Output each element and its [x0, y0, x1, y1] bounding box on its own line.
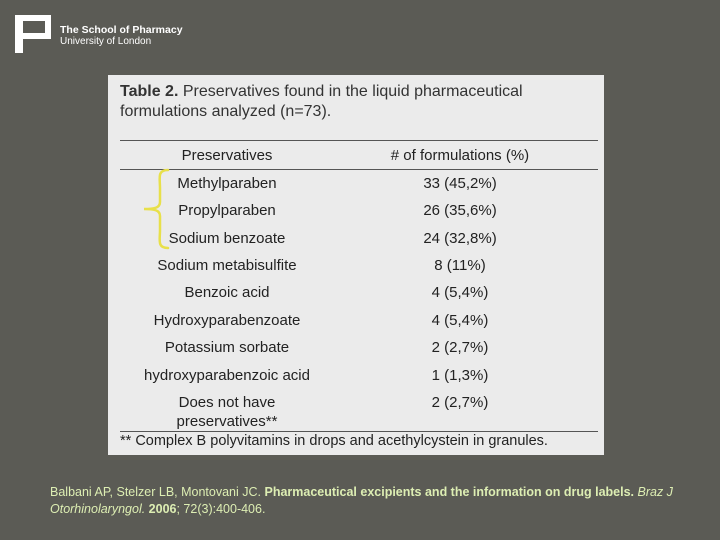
preservative-name: hydroxyparabenzoic acid: [144, 367, 310, 384]
formulation-count: 8 (11%): [434, 257, 486, 274]
bottom-rule: [120, 431, 598, 432]
table-caption-text: Preservatives found in the liquid pharmaceutical formulations analyzed (n=73).: [120, 83, 523, 120]
school-logo-mark-icon: [14, 14, 52, 54]
citation-title: Pharmaceutical excipients and the information on drug labels.: [264, 485, 635, 499]
formulation-count: 4 (5,4%): [431, 312, 489, 329]
column-header-preservatives: Preservatives: [181, 147, 273, 164]
preservative-name: Hydroxyparabenzoate: [153, 312, 301, 329]
preservative-name: Does not have: [178, 394, 276, 411]
citation-year: 2006: [145, 502, 177, 516]
citation-authors: Balbani AP, Stelzer LB, Montovani JC.: [50, 485, 265, 499]
table-caption: [120, 82, 600, 122]
formulation-count: 26 (35,6%): [423, 202, 497, 219]
formulation-count: 2 (2,7%): [431, 394, 489, 411]
preservatives-table: [108, 75, 604, 455]
preservative-name: Sodium benzoate: [168, 230, 286, 247]
preservative-name: Propylparaben: [178, 202, 276, 219]
formulation-count: 4 (5,4%): [431, 284, 489, 301]
formulation-count: 24 (32,8%): [423, 230, 497, 247]
preservative-name: Potassium sorbate: [164, 339, 290, 356]
org-subtitle: University of London: [60, 36, 152, 47]
header-rule: [120, 169, 598, 170]
citation-volume: ; 72(3):400-406.: [176, 502, 266, 516]
citation: [50, 484, 700, 518]
preservative-name: Sodium metabisulfite: [157, 257, 297, 274]
formulation-count: 1 (1,3%): [431, 367, 489, 384]
table-number: Table 2.: [120, 83, 179, 100]
formulation-count: 2 (2,7%): [431, 339, 489, 356]
formulation-count: 33 (45,2%): [423, 175, 497, 192]
org-title: The School of Pharmacy: [60, 24, 183, 36]
citation-journal: Braz J Otorhinolaryngol.: [50, 485, 673, 516]
school-logo: [14, 14, 183, 54]
preservative-name: Benzoic acid: [184, 284, 270, 301]
column-header-formulations: # of formulations (%): [390, 147, 530, 164]
preservative-name: Methylparaben: [177, 175, 277, 192]
top-rule: [120, 140, 598, 141]
curly-brace-icon: [140, 166, 170, 252]
table-footnote: ** Complex B polyvitamins in drops and acethylcystein in granules.: [120, 433, 548, 449]
preservative-name: preservatives**: [176, 413, 278, 430]
